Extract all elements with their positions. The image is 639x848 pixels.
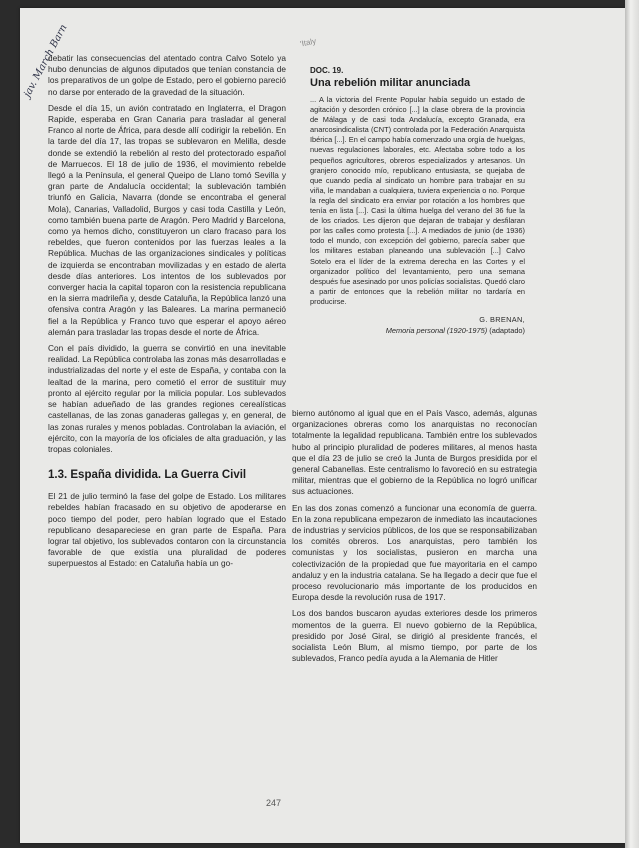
book-page [20, 8, 625, 843]
doc-source-note: (adaptado) [489, 325, 525, 335]
document-box [310, 66, 525, 335]
page-number: 247 [266, 798, 282, 808]
paragraph: debatir las consecuencias del atentado contra Calvo Sotelo ya hubo denuncias de algunos diputados que tenían constancia de los preparativos de un golpe de Estado, pero el gobierno pareció no darse por enterado de la gravedad de la situación. [48, 53, 287, 97]
doc-title: Una rebelión militar anunciada [310, 77, 471, 89]
handwritten-note: jav. March Barn [22, 22, 70, 100]
doc-source [310, 326, 525, 335]
paragraph: bierno autónomo al igual que en el País Vasco, además, algunas organizaciones obreras como los anarquistas no reconocían totalmente la legalidad republicana. También entre los sublevados hubo al principio pluralidad de poderes militares, al menos hasta que el día 23 de julio se creó la Junta de Burgos presidida por el general Cabanellas. Este centralismo lo favoreció en su estrategia militar, mientras que el gobierno de la República no logró unificar sus actuaciones. [292, 408, 537, 497]
doc-source-title: Memoria personal (1920-1975) [385, 325, 488, 335]
left-column [48, 53, 286, 575]
paragraph: En las dos zonas comenzó a funcionar una economía de guerra. En la zona republicana empezaron de inmediato las incautaciones de industrias y servicios públicos, de los que se responsabilizaban los comités obreros. Los anarquistas, pero también los comunistas y los socialistas, pusieron en marcha una colectivización de la propiedad que fue mayoritaria en el campo andaluz y en la industria catalana. Se ha llegado a decir que fue el proceso revolucionario más importante de los producidos en Europa desde la revolución rusa de 1917. [292, 502, 537, 603]
right-column [292, 408, 537, 669]
paragraph: Los dos bandos buscaron ayudas exteriores desde los primeros momentos de la guerra. El nuevo gobierno de la República, presidido por José Giral, se dirigió al presidente francés, el socialista León Blum, al mismo tiempo, por parte de los sublevados, Franco pedía ayuda a la Alemania de Hitler [292, 608, 537, 664]
doc-label: DOC. 19. [310, 66, 344, 75]
page-stamp: 'Italy [299, 36, 317, 49]
paragraph: Con el país dividido, la guerra se convirtió en una inevitable realidad. La República controlaba las zonas más desarrolladas e industrializadas del norte y el este de España, y contaba con la lealtad de la marina, pero cometió el error de sustituir muy pronto al ejército regular por la milicia popular. Los sublevados se habían adueñado de las grandes regiones cerealísticas castellanas, de las zonas ganaderas gallegas y, en general, de las zonas rurales y menos pobladas. Controlaban la aviación, el ejército, con la mayoría de los oficiales de alta graduación, y las tropas coloniales. [48, 343, 286, 454]
paragraph: Desde el día 15, un avión contratado en Inglaterra, el Dragon Rapide, esperaba en Gran Canaria para trasladar al general Franco al norte de África, para desde allí codirigir la rebelión. En la tarde del día 17, las tropas se sublevaron en Melilla, desde donde se extendió la rebelión al resto del protectorado español de Marruecos. El 18 de julio de 1936, el movimiento rebelde llegó a la Península, el general Queipo de Llano tomó Sevilla y gran parte de Andalucía occidental; la sublevación también triunfó en Galicia, Navarra (donde se encontraba el general Mola), Canarias, Valladolid, Burgos y casi toda Castilla y León, como también buena parte de Aragón. Pero Madrid y Barcelona, como ya hemos dicho, constituyeron un claro fracaso para los rebeldes, que fueron contenidos por las fuerzas leales a la República. Muchas de las organizaciones sindicales y políticas de izquierda se encontraban movilizadas y en estado de alerta desde días anteriores. Los intentos de los sublevados por converger hacia la capital toparon con la resistencia republicana en la sierra madrileña y, desde Cataluña, la República lanzó una ofensiva contra Aragón y las Baleares. La marina permaneció fiel a la República y Franco tuvo que esperar el apoyo aéreo alemán para trasladar las tropas desde el norte de África. [48, 102, 286, 337]
section-heading: 1.3. España dividida. La Guerra Civil [48, 469, 247, 482]
page-edge [625, 0, 639, 848]
doc-author: G. BRENAN, [479, 314, 525, 324]
paragraph: El 21 de julio terminó la fase del golpe de Estado. Los militares rebeldes habían fracasado en su objetivo de apoderarse en poco tiempo del poder, pero habían logrado que el Estado republicano desapareciese en gran parte de España. Para lograr tal objetivo, los sublevados contaron con la circunstancia favorable de que existía una pluralidad de poderes superpuestos al Estado: en Cataluña había un go- [48, 491, 286, 569]
doc-quote: ... A la victoria del Frente Popular había seguido un estado de agitación y desorden crónico [...] la clase obrera de la provincia de Málaga y de casi toda Andalucía, excepto Granada, era anarcosindicalista (CNT) controlada por la Federación Anarquista Ibérica [...]. En el campo había comenzado una orgía de huelgas, nuevas regulaciones laborales, etc. Afectaba sobre todo a los pequeños agricultores, obreros especializados y artesanos. Un granjero conocido mío, republicano entusiasta, se quejaba de que cuando pedía al sindicato un hombre para trabajar en su viña, le mandaban a cualquiera, tuviera experiencia o no. Porque la regla del sindicato era enviar por rotación a los hombres que tenía en lista [...]. Casi la última huelga del verano del 36 fue la de los criados. Les dijeron que dejaran de trabajar y desfilaran por las calles como protesta [...]. A mediados de junio (de 1936) todo el mundo, con excepción del gobierno, parecía saber que los militares estaban planeando una sublevación [...] Calvo Sotelo era el líder de la extrema derecha en las Cortes y el organizador político del levantamiento, pero una semana después fue asesinado por unos policías socialistas. Quedó claro a partir de entonces que la rebelión militar no tardaría en producirse. [310, 95, 525, 306]
